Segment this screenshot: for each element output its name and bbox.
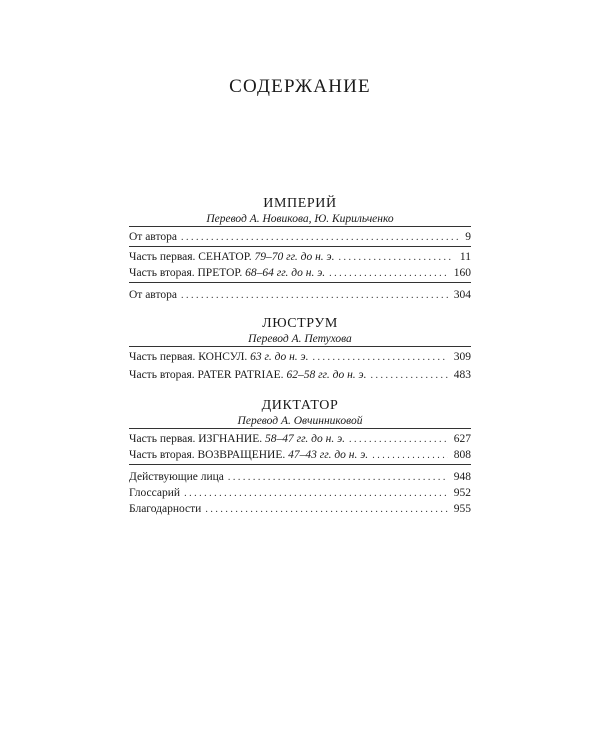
toc-leader-dots [370,369,447,383]
toc-leader-dots [339,251,454,265]
toc-entry[interactable] [129,230,471,244]
toc-entry-page: 9 [465,231,471,243]
toc-entry-label: Благодарности [129,503,202,515]
toc-entry-label: От автора [129,289,177,301]
toc-leader-dots [205,503,447,517]
section-rule [129,346,471,347]
toc-entry[interactable] [129,266,471,280]
toc-entry-page: 952 [453,487,471,499]
toc-entry-page: 483 [453,369,471,381]
toc-entry-page: 627 [453,433,471,445]
toc-entry-page: 309 [453,351,471,363]
toc-entry-page: 955 [453,503,471,515]
toc-entry-label: Часть первая. ИЗГНАНИЕ. 58–47 гг. до н. э. [129,433,346,445]
toc-leader-dots [181,231,459,245]
toc-entry-label: Часть первая. СЕНАТОР. 79–70 гг. до н. э. [129,251,335,263]
section-translator: Перевод А. Петухова [248,333,352,345]
section-heading: ДИКТАТОР [261,398,339,413]
toc-entry-page: 948 [453,471,471,483]
toc-entry-characters[interactable] [129,470,471,484]
toc-leader-dots [181,289,448,303]
toc-entry-label: Действующие лица [129,471,224,483]
toc-leader-dots [184,487,448,501]
toc-entry[interactable] [129,368,471,382]
toc-entry-label: Часть вторая. PATER PATRIAE. 62–58 гг. до н. э. [129,369,367,381]
toc-leader-dots [329,267,448,281]
toc-entry-label: Часть вторая. ВОЗВРАЩЕНИЕ. 47–43 гг. до н. э. [129,449,369,461]
entry-rule [129,282,471,283]
toc-entry-page: 808 [453,449,471,461]
entry-rule [129,246,471,247]
toc-entry-glossary[interactable] [129,486,471,500]
toc-entry[interactable] [129,288,471,302]
toc-leader-dots [228,471,448,485]
toc-entry[interactable] [129,448,471,462]
toc-entry-page: 160 [453,267,471,279]
toc-entry[interactable] [129,350,471,364]
toc-entry-label: Глоссарий [129,487,181,499]
toc-entry[interactable] [129,432,471,446]
section-rule [129,226,471,227]
toc-entry-page: 304 [453,289,471,301]
section-lustrum-header [129,316,471,346]
section-imperium-header [129,196,471,226]
section-translator: Перевод А. Овчинниковой [237,415,363,427]
section-translator: Перевод А. Новикова, Ю. Кирильченко [206,213,394,225]
section-rule [129,428,471,429]
toc-entry-label: Часть вторая. ПРЕТОР. 68–64 гг. до н. э. [129,267,326,279]
toc-entry-label: Часть первая. КОНСУЛ. 63 г. до н. э. [129,351,309,363]
section-heading: ЛЮСТРУМ [262,316,338,331]
section-heading: ИМПЕРИЙ [263,196,337,211]
page-title: СОДЕРЖАНИЕ [229,76,371,97]
toc-entry-page: 11 [459,251,471,263]
entry-rule [129,464,471,465]
toc-leader-dots [312,351,447,365]
toc-leader-dots [372,449,448,463]
section-dictator-header [129,398,471,428]
toc-entry-acknowledgements[interactable] [129,502,471,516]
toc-entry[interactable] [129,250,471,264]
toc-entry-label: От автора [129,231,177,243]
toc-leader-dots [349,433,448,447]
